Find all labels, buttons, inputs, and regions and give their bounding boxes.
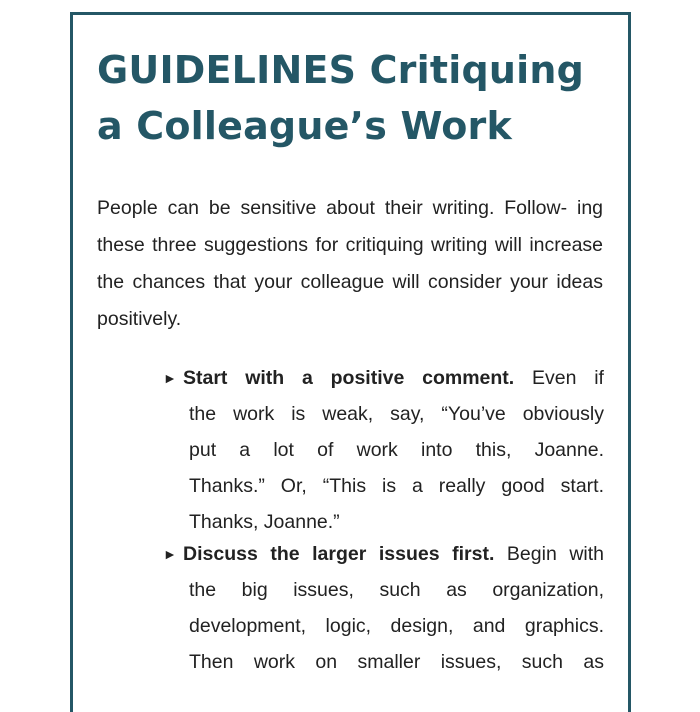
- guideline-text: Then work on smaller issues, such as: [189, 651, 604, 673]
- triangle-bullet-icon: ►: [163, 370, 177, 386]
- intro-line-3: will increase the chances that your colleague will: [97, 234, 604, 293]
- guideline-first-line: [163, 360, 604, 396]
- guideline-first-line: [163, 536, 604, 572]
- title-line-2: a Colleague’s Work: [97, 104, 512, 148]
- guideline-text: put a lot of work into this, Joanne.: [189, 439, 604, 461]
- guidelines-title: [97, 42, 617, 154]
- triangle-bullet-icon: ►: [163, 546, 177, 562]
- intro-paragraph: [97, 190, 603, 338]
- guideline-item: [163, 536, 604, 680]
- guideline-text: Even if: [514, 367, 604, 389]
- intro-line-4: consider your ideas positively.: [97, 271, 603, 330]
- guideline-text: Thanks.” Or, “This is a really good start.: [189, 475, 604, 497]
- guideline-text: Thanks, Joanne.”: [189, 511, 340, 533]
- guideline-lead: Discuss the larger issues first.: [183, 543, 495, 565]
- guideline-text: Begin with: [494, 543, 605, 565]
- guideline-text: development, logic, design, and graphics.: [189, 615, 604, 637]
- guideline-text: the big issues, such as organization,: [189, 579, 604, 601]
- intro-line-1: People can be sensitive about their writing. Follow-: [97, 197, 568, 219]
- intro-line-2: ing these three suggestions for critiquing writing: [97, 197, 604, 256]
- guideline-text: the work is weak, say, “You’ve obviously: [189, 403, 604, 425]
- guideline-lead: Start with a positive comment.: [183, 367, 515, 389]
- guideline-item: [163, 360, 604, 540]
- title-line-1: GUIDELINES Critiquing: [97, 48, 584, 92]
